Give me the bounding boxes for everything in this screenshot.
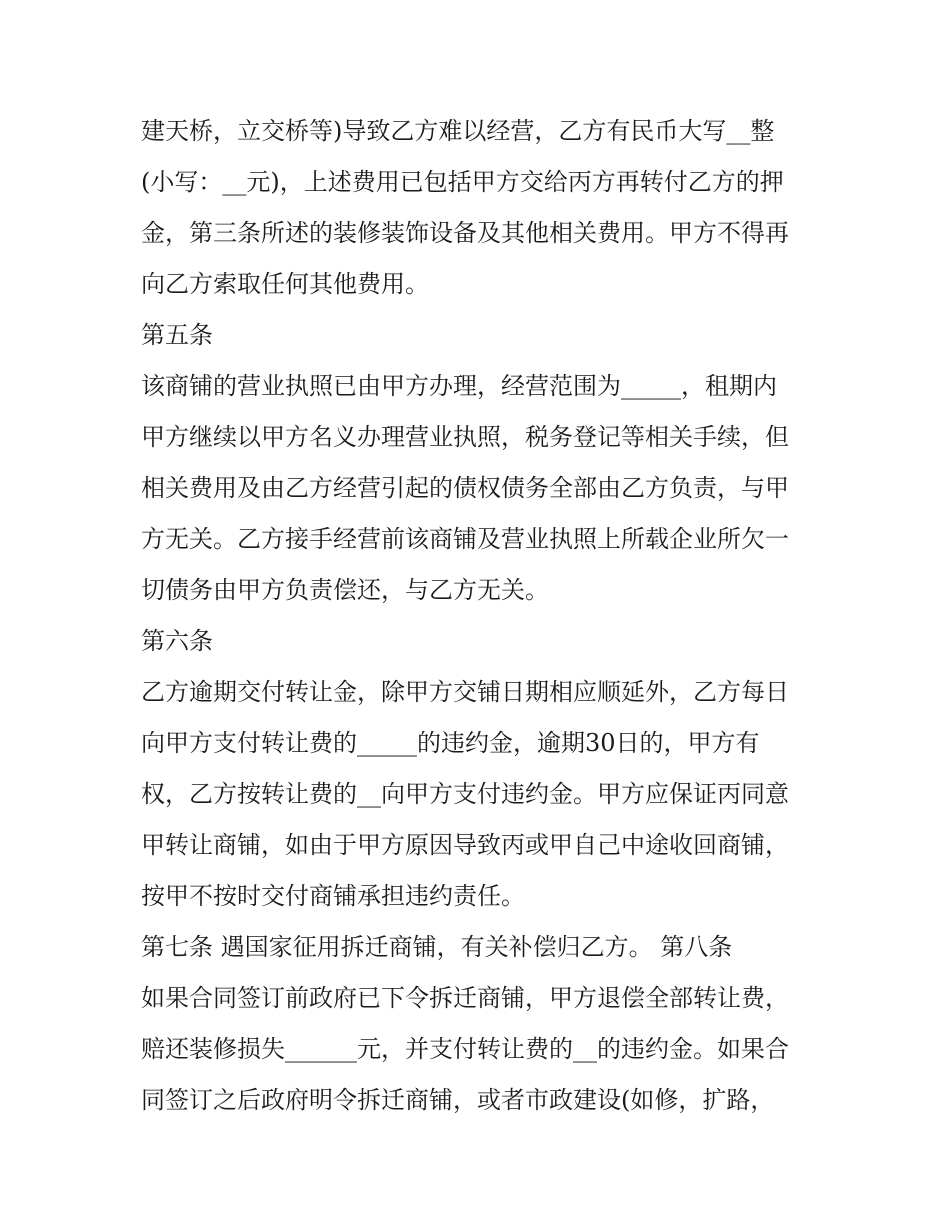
text-line: 权，乙方按转让费的__向甲方支付违约金。甲方应保证丙同意 [141,780,789,808]
text-line: 向乙方索取任何其他费用。 [141,270,429,298]
text-line: 切债务由甲方负责偿还，与乙方无关。 [141,576,549,604]
text-line: 甲转让商铺，如由于甲方原因导致丙或甲自己中途收回商铺， [141,831,789,859]
text-line: 如果合同签订前政府已下令拆迁商铺，甲方退偿全部转让费， [141,984,789,1012]
text-line: 建天桥，立交桥等)导致乙方难以经营，乙方有民币大写__整 [141,117,775,145]
section-heading: 第七条 遇国家征用拆迁商铺，有关补偿归乙方。 第八条 [141,933,733,961]
text-line: 该商铺的营业执照已由甲方办理，经营范围为_____，租期内 [141,372,777,400]
section-heading: 第五条 [141,321,213,349]
text-line: 甲方继续以甲方名义办理营业执照，税务登记等相关手续，但 [141,423,789,451]
text-line: 向甲方支付转让费的_____的违约金，逾期30日的，甲方有 [141,729,760,757]
section-heading: 第六条 [141,627,213,655]
text-line: 按甲不按时交付商铺承担违约责任。 [141,882,525,910]
text-line: 金，第三条所述的装修装饰设备及其他相关费用。甲方不得再 [141,219,789,247]
text-line: 赔还装修损失______元，并支付转让费的__的违约金。如果合 [141,1035,789,1063]
text-line: 相关费用及由乙方经营引起的债权债务全部由乙方负责，与甲 [141,474,789,502]
text-line: 乙方逾期交付转让金，除甲方交铺日期相应顺延外，乙方每日 [141,678,789,706]
text-line: 方无关。乙方接手经营前该商铺及营业执照上所载企业所欠一 [141,525,789,553]
text-line: 同签订之后政府明令拆迁商铺，或者市政建设(如修，扩路， [141,1086,775,1114]
text-line: (小写：__元)，上述费用已包括甲方交给丙方再转付乙方的押 [141,168,784,196]
